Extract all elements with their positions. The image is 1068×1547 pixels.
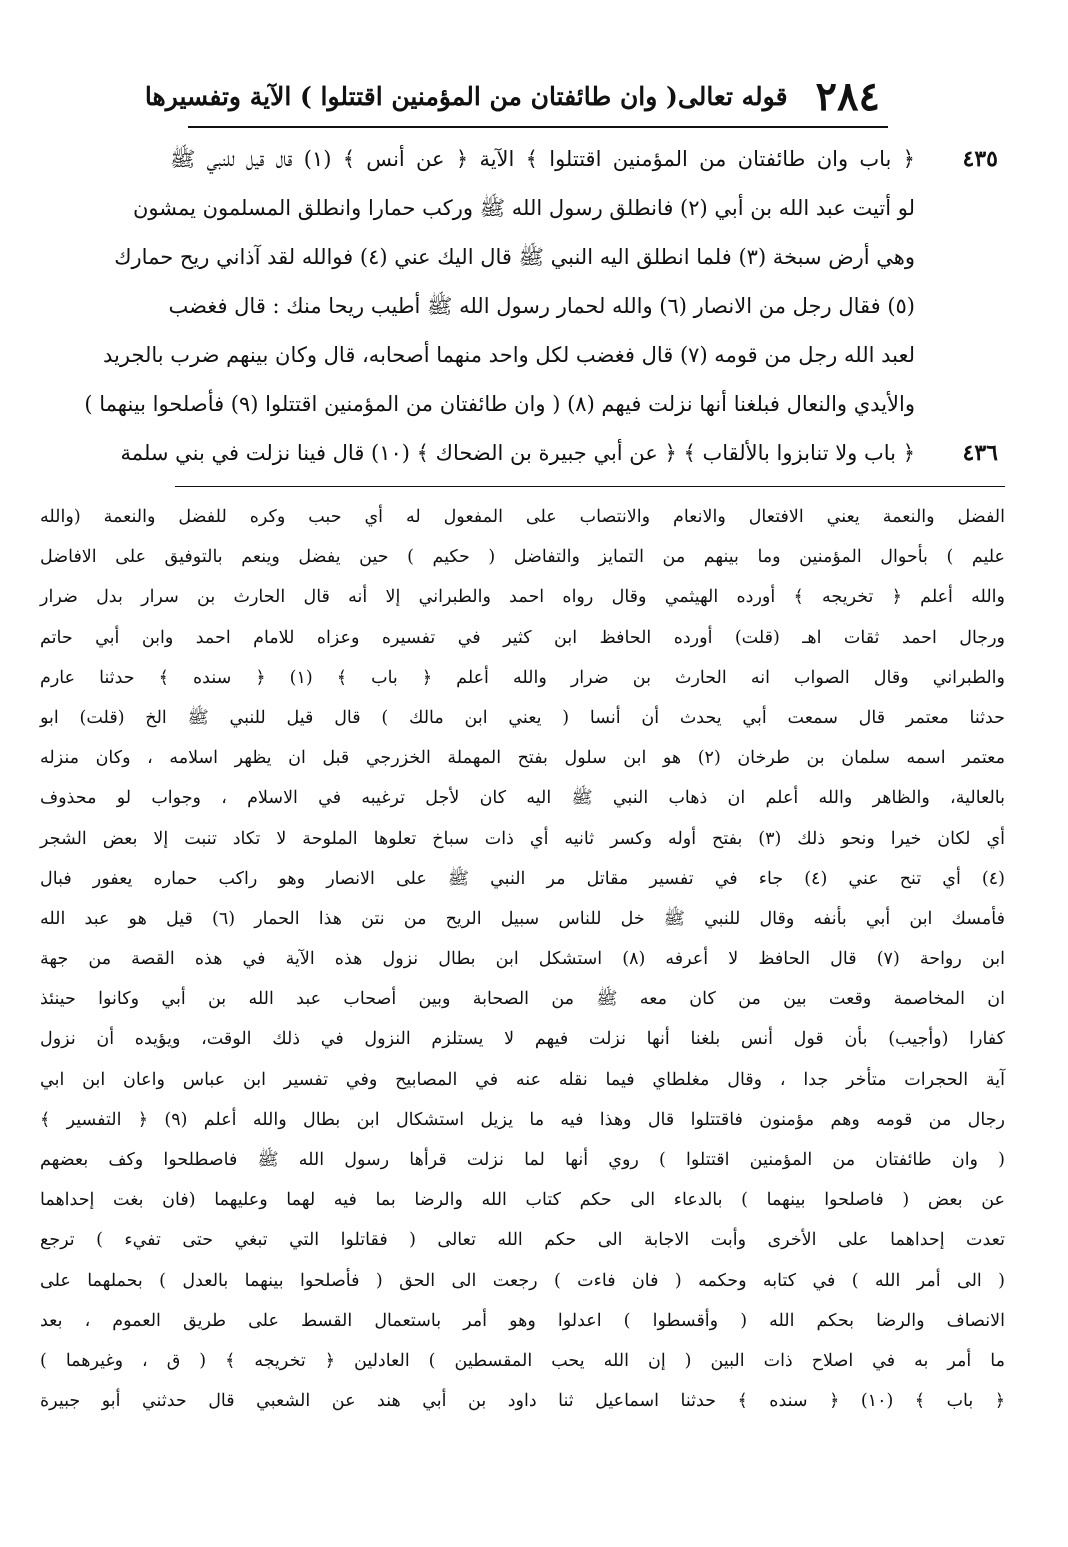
commentary-text bbox=[40, 497, 1005, 1421]
commentary-line: تعدت إحداهما على الأخرى وأبت الاجابة الى حكم الله تعالى ( فقاتلوا التي تبغي حتى تفيء ) ترجع bbox=[40, 1230, 1005, 1251]
commentary-line: كفارا (وأجيب) بأن قول أنس بلغنا أنها نزلت فيهم لا يستلزم النزول في ذلك الوقت، ويؤيده أن نزول bbox=[40, 1029, 1005, 1050]
commentary-line: والله أعلم ﴿ تخريجه ﴾ أورده الهيثمي وقال رواه احمد والطبراني إلا أنه قال الحارث بن سرار بدل ضرار bbox=[40, 587, 1005, 608]
commentary-line: عن بعض ( فاصلحوا بينهما ) بالدعاء الى حكم كتاب الله والرضا بما فيه لهما وعليهما (فان بغت إحداهما bbox=[40, 1190, 1005, 1211]
commentary-line: الانصاف والرضا بحكم الله ( وأقسطوا ) اعدلوا وهو أمر باستعمال القسط على طريق العموم ، بعد bbox=[40, 1310, 1005, 1331]
commentary-line: فأمسك ابن أبي بأنفه وقال للنبي ﷺ خل للناس سبيل الريح من نتن هذا الحمار (٦) قيل هو عبد الله bbox=[40, 908, 1005, 929]
commentary-line: عليم ) بأحوال المؤمنين وما بينهم من التمايز والتفاضل ( حكيم ) حين يفضل وينعم بالتوفيق على الافاضل bbox=[40, 547, 1005, 568]
commentary-line: بالعالية، والظاهر والله أعلم ان ذهاب النبي ﷺ اليه كان لأجل ترغيبه في الاسلام ، وجواب لو محذوف bbox=[40, 788, 1005, 809]
main-text-line: وهي أرض سبخة (٣) فلما انطلق اليه النبي ﷺ قال اليك عني (٤) فوالله لقد آذاني ريح حمارك bbox=[114, 245, 915, 269]
main-text-line: لو أتيت عبد الله بن أبي (٢) فانطلق رسول الله ﷺ وركب حمارا وانطلق المسلمون يمشون bbox=[132, 196, 915, 220]
section-divider bbox=[175, 486, 1005, 487]
main-text-line: ﴿ باب وان طائفتان من المؤمنين اقتتلوا ﴾ الآية ﴿ عن أنس ﴾ (١) قال قيل للنبي ﷺ bbox=[170, 147, 915, 171]
main-text-line: ﴿ باب ولا تنابزوا بالألقاب ﴾ ﴿ عن أبي جبيرة بن الضحاك ﴾ (١٠) قال فينا نزلت في بني سلمة bbox=[120, 441, 915, 465]
commentary-line: آية الحجرات متأخر جدا ، وقال مغلطاي فيما نقله عنه في المصابيح وفي تفسير ابن عباس واعان ابن ابي bbox=[40, 1069, 1005, 1090]
main-text bbox=[84, 135, 915, 478]
commentary-line: ( الى أمر الله ) في كتابه وحكمه ( فان فاءت ) رجعت الى الحق ( فأصلحوا بينهما بالعدل ) بحملهما على bbox=[40, 1270, 1005, 1291]
commentary-line: (٤) أي تنح عني (٤) جاء في تفسير مقاتل مر النبي ﷺ على الانصار وهو راكب حماره يعفور فبال bbox=[40, 868, 1005, 889]
commentary-line: والطبراني وقال الصواب انه الحارث بن ضرار والله أعلم ﴿ باب ﴾ (١) ﴿ سنده ﴾ حدثنا عارم bbox=[40, 667, 1005, 688]
running-title: قوله تعالى( وان طائفتان من المؤمنين اقتتلوا ) الآية وتفسيرها bbox=[144, 81, 788, 111]
commentary-line: ورجال احمد ثقات اهـ (قلت) أورده الحافظ ابن كثير في تفسيره وعزاه للامام احمد وابن أبي حاتم bbox=[40, 627, 1005, 648]
commentary-line: ابن رواحة (٧) قال الحافظ لا أعرفه (٨) استشكل ابن بطال نزول هذه الآية في هذه القصة من جهة bbox=[40, 949, 1005, 970]
main-text-line: لعبد الله رجل من قومه (٧) قال فغضب لكل واحد منهما أصحابه، قال وكان بينهم ضرب بالجريد bbox=[102, 343, 915, 367]
hadith-number: ٤٣٥ bbox=[962, 146, 998, 172]
commentary-line: رجال من قومه وهم مؤمنون فاقتتلوا قال وهذا فيه ما يزيل استشكال ابن بطال والله أعلم (٩) ﴿ التفسير ﴾ bbox=[40, 1109, 1005, 1130]
main-text-line: (٥) فقال رجل من الانصار (٦) والله لحمار رسول الله ﷺ أطيب ريحا منك : قال فغضب bbox=[168, 294, 915, 318]
header-rule bbox=[188, 126, 888, 128]
commentary-line: الفضل والنعمة يعني الافتعال والانعام والانتصاب على المفعول له أي حبب وكره للفضل والنعمة (والله bbox=[40, 507, 1005, 527]
main-text-line: والأيدي والنعال فبلغنا أنها نزلت فيهم (٨) ( وان طائفتان من المؤمنين اقتتلوا (٩) فأصلحوا بينهما ) bbox=[84, 392, 915, 416]
commentary-line: ما أمر به في اصلاح ذات البين ( إن الله يحب المقسطين ) العادلين ﴿ تخريجه ﴾ ( ق ، وغيرهما ) bbox=[40, 1350, 1005, 1371]
commentary-line: ان المخاصمة وقعت بين من كان معه ﷺ من الصحابة وبين أصحاب عبد الله بن أبي وكانوا حينئذ bbox=[40, 989, 1005, 1010]
page-number: ٢٨٤ bbox=[815, 72, 880, 120]
commentary-line: حدثنا معتمر قال سمعت أبي يحدث أن أنسا ( يعني ابن مالك ) قال قيل للنبي ﷺ الخ (قلت) ابو bbox=[40, 707, 1005, 728]
hadith-number: ٤٣٦ bbox=[962, 440, 998, 466]
commentary-line: ( وان طائفتان من المؤمنين اقتتلوا ) روي أنها لما نزلت قرأها رسول الله ﷺ فاصطلحوا وكف بعضهم bbox=[40, 1150, 1005, 1170]
page-header bbox=[144, 72, 880, 120]
commentary-line: ﴿ باب ﴾ (١٠) ﴿ سنده ﴾ حدثنا اسماعيل ثنا داود بن أبي هند عن الشعبي قال حدثني أبو جبيرة bbox=[40, 1391, 1005, 1412]
commentary-line: أي لكان خيرا ونحو ذلك (٣) بفتح أوله وكسر ثانيه أي ذات سباخ تعلوها الملوحة لا تكاد تنبت إلا بعض الشجر bbox=[40, 828, 1005, 849]
commentary-line: معتمر اسمه سلمان بن طرخان (٢) هو ابن سلول بفتح المهملة الخزرجي قبل ان يظهر اسلامه ، وكان منزله bbox=[40, 748, 1005, 769]
